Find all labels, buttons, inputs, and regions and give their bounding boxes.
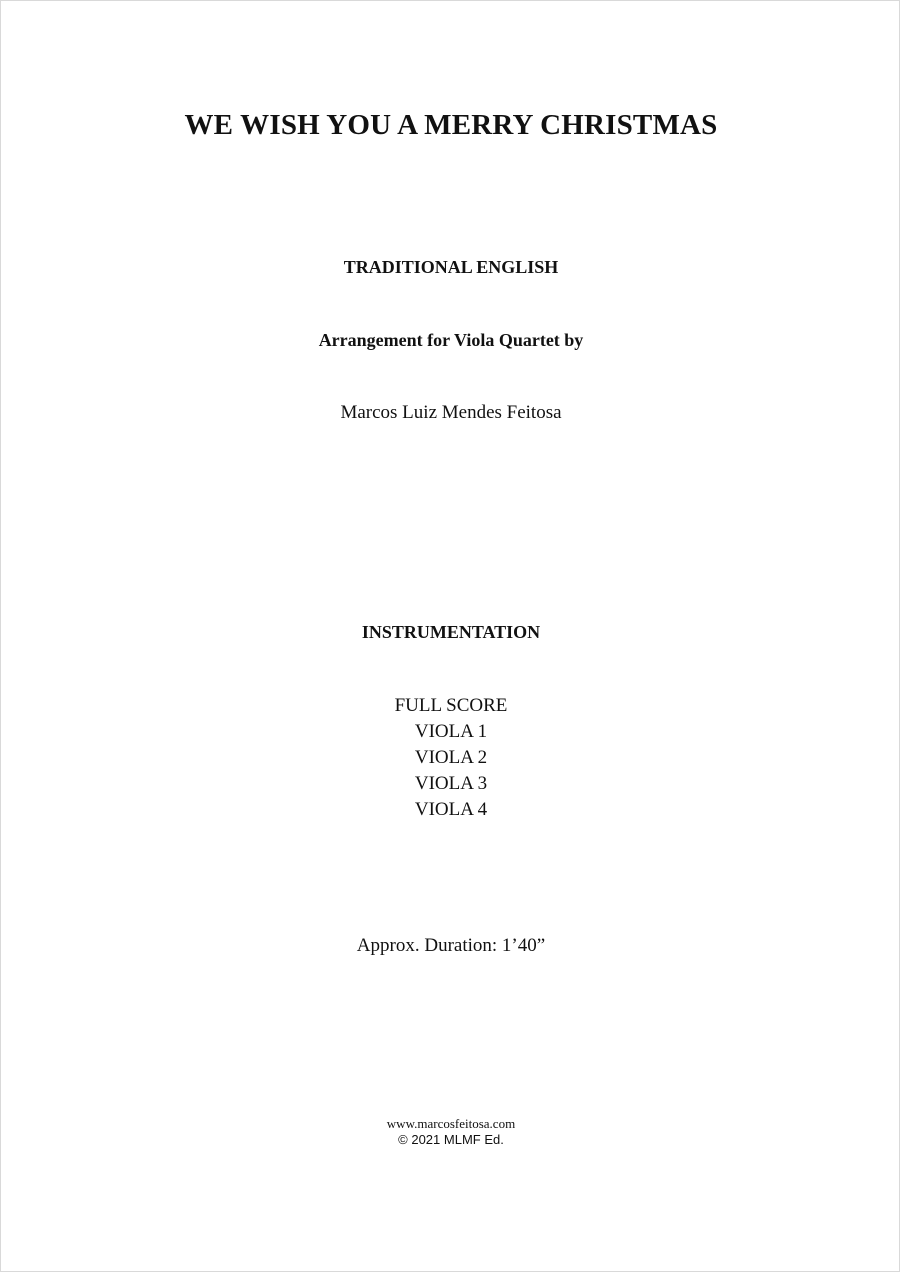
- instrument-item: VIOLA 2: [414, 747, 488, 768]
- composer-credit: TRADITIONAL ENGLISH: [343, 257, 559, 277]
- instrument-item: FULL SCORE: [394, 695, 508, 716]
- instrumentation-list: [1, 693, 900, 823]
- arrangement-line: Arrangement for Viola Quartet by: [318, 330, 584, 350]
- arranger-name: Marcos Luiz Mendes Feitosa: [340, 402, 562, 423]
- instrument-item: VIOLA 1: [414, 721, 488, 742]
- approx-duration: Approx. Duration: 1’40”: [356, 935, 546, 956]
- website-link[interactable]: www.marcosfeitosa.com: [386, 1116, 516, 1131]
- instrument-item: VIOLA 4: [414, 799, 488, 820]
- page-footer: [1, 1116, 900, 1148]
- instrumentation-heading: INSTRUMENTATION: [361, 622, 541, 642]
- piece-title: WE WISH YOU A MERRY CHRISTMAS: [184, 109, 718, 141]
- instrument-item: VIOLA 3: [414, 773, 488, 794]
- copyright-notice: © 2021 MLMF Ed.: [398, 1132, 504, 1147]
